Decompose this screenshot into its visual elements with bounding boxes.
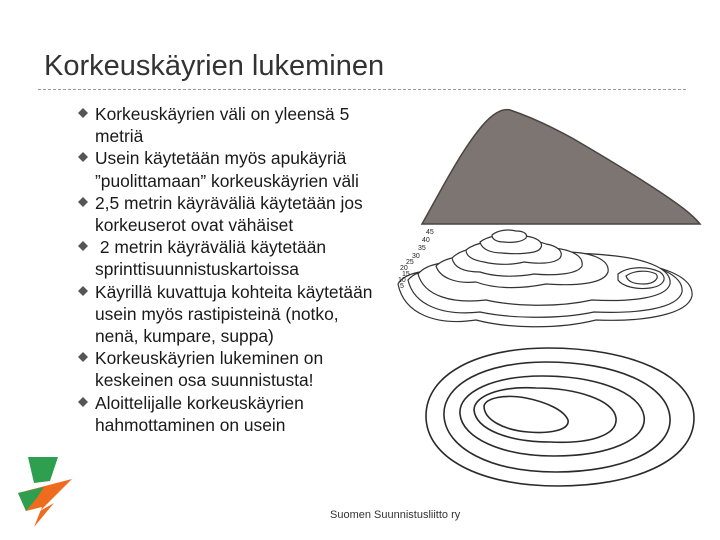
bullet-item xyxy=(78,236,378,280)
elevation-label: 15 xyxy=(402,271,410,278)
bullet-item xyxy=(78,103,378,147)
elevation-label: 35 xyxy=(418,245,426,252)
bullet-item xyxy=(78,347,378,391)
hill-profile-image xyxy=(420,104,702,228)
diamond-bullet-icon xyxy=(78,197,88,207)
bullet-list xyxy=(78,103,378,436)
elevation-label: 40 xyxy=(422,237,430,244)
elevation-label: 25 xyxy=(406,259,414,266)
elevation-label: 20 xyxy=(400,265,408,272)
bullet-item xyxy=(78,147,378,191)
diamond-bullet-icon xyxy=(78,286,88,296)
diamond-bullet-icon xyxy=(78,397,88,407)
contour-map-image xyxy=(418,344,700,490)
title-divider xyxy=(38,89,686,90)
bullet-text: Korkeuskäyrien lukeminen on keskeinen osa suunnistusta! xyxy=(95,348,324,391)
lightning-logo xyxy=(14,453,76,531)
bullet-item xyxy=(78,192,378,236)
terrace-model-image xyxy=(396,222,696,334)
bullet-text: Korkeuskäyrien väli on yleensä 5 metriä xyxy=(95,104,350,147)
diamond-bullet-icon xyxy=(78,152,88,162)
diamond-bullet-icon xyxy=(78,352,88,362)
elevation-label: 10 xyxy=(398,277,406,284)
bullet-text: Käyrillä kuvattuja kohteita käytetään usein myös rastipisteinä (notko, nenä, kumpare, suppa) xyxy=(95,281,373,347)
elevation-label: 45 xyxy=(426,229,434,236)
diamond-bullet-icon xyxy=(78,108,88,118)
bullet-item xyxy=(78,392,378,436)
elevation-label: 5 xyxy=(400,283,404,290)
elevation-label: 30 xyxy=(412,253,420,260)
diamond-bullet-icon xyxy=(78,241,88,251)
bullet-text: 2 metrin käyräväliä käytetään sprinttisuunnistuskartoissa xyxy=(95,237,331,280)
bullet-item xyxy=(78,281,378,348)
page-title: Korkeuskäyrien lukeminen xyxy=(44,50,385,82)
bullet-text: Aloittelijalle korkeuskäyrien hahmottaminen on usein xyxy=(95,392,304,435)
footer-text: Suomen Suunnistusliitto ry xyxy=(330,509,461,521)
bullet-text: 2,5 metrin käyräväliä käytetään jos korkeuserot ovat vähäiset xyxy=(95,192,363,236)
bullet-text: Usein käytetään myös apukäyriä ”puolittamaan” korkeuskäyrien väli xyxy=(95,148,359,191)
